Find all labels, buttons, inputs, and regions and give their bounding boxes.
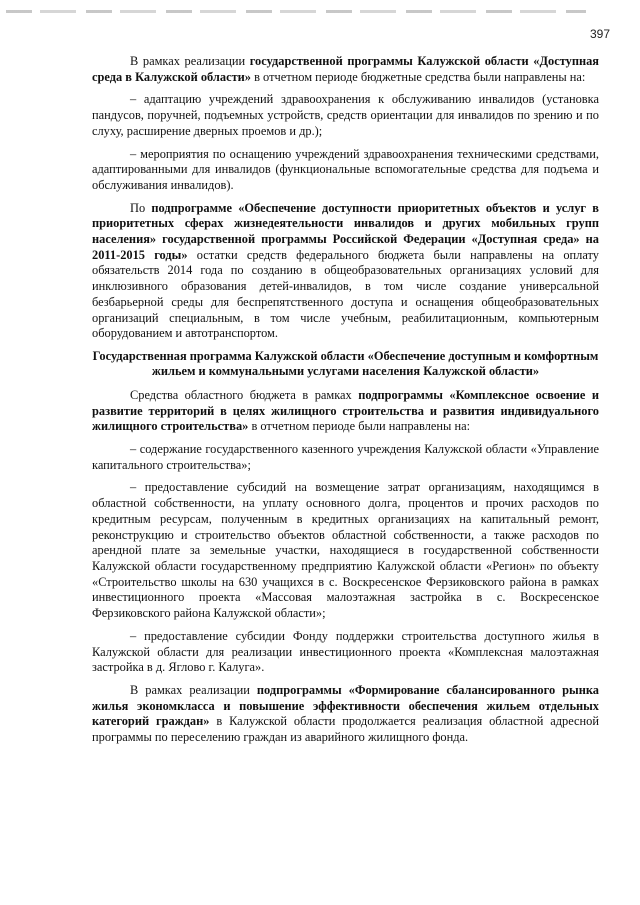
paragraph-text: Средства областного бюджета в рамках: [130, 387, 359, 402]
paragraph-text: в отчетном периоде бюджетные средства были направлены на:: [251, 69, 586, 84]
paragraph-text: В рамках реализации: [130, 682, 257, 697]
paragraph: [92, 388, 599, 435]
paragraph: [92, 629, 599, 676]
paragraph: [92, 54, 599, 85]
paragraph: [92, 442, 599, 473]
bold-text: подпрограмме «Обеспечение доступности приоритетных объектов и услуг в приоритетных сферах жизнедеятельности инвалидов и других мобильных групп населения» государственной программы Российской Федерации «Доступная среда» на 2011-2015 годы»: [92, 200, 599, 262]
paragraph: [92, 480, 599, 621]
page-number: 397: [589, 27, 610, 41]
paragraph-text: В рамках реализации: [130, 54, 250, 68]
paragraph: [92, 683, 599, 746]
paragraph-text: в отчетном периоде были направлены на:: [248, 419, 471, 434]
document-body: [92, 54, 599, 753]
scan-artifact-line: [6, 10, 586, 13]
paragraph-text: – предоставление субсидий на возмещение затрат организациям, находящимся в областной собственности, на уплату основного долга, процентов и прочих расходов по кредитным ресурсам, полученным в кредитных организациях на капитальный ремонт, реконструкцию и строительство объектов областной собственности, а также расходов по арендной плате за земельные участки, находящиеся в государственной собственности Калужской области государственному предприятию Калужской области «Регион» по объекту «Строительство школы на 630 учащихся в с. Воскресенское Ферзиковского района в рамках инвестиционного проекта «Массовая малоэтажная застройка в с. Воскресенское Ферзиковского района Калужской области»;: [92, 480, 599, 621]
paragraph-text: – предоставление субсидии Фонду поддержки строительства доступного жилья в Калужской области для реализации инвестиционного проекта «Комплексная малоэтажная застройка в д. Яглово г. Калуга».: [92, 628, 599, 675]
paragraph-text: остатки средств федерального бюджета были направлены на оплату обязательств 2014 года по созданию в общеобразовательных организациях условий для инклюзивного образования детей-инвалидов, в том числе создание универсальной безбарьерной среды для беспрепятственного доступа и оснащения общеобразовательных организаций специальным, в том числе учебным, реабилитационным, компьютерным оборудованием и автотранспортом.: [92, 247, 599, 341]
paragraph-text: – мероприятия по оснащению учреждений здравоохранения техническими средствами, адаптированными для инвалидов (функциональные вспомогательные средства для подъема и обслуживания инвалидов).: [92, 146, 599, 192]
paragraph: [92, 201, 599, 342]
paragraph-text: в Калужской области продолжается реализация областной адресной программы по переселению граждан из аварийного жилищного фонда.: [92, 714, 599, 745]
bold-text: государственной программы Калужской области «Доступная среда в Калужской области»: [92, 54, 599, 84]
paragraph-text: По: [130, 200, 152, 215]
paragraph: [92, 92, 599, 139]
bold-text: подпрограммы «Комплексное освоение и развитие территорий в целях жилищного строительства и развития индивидуального жилищного строительства»: [92, 387, 599, 434]
bold-text: подпрограммы «Формирование сбалансированного рынка жилья экономкласса и повышение эффективности обеспечения жильем отдельных категорий граждан»: [92, 682, 599, 729]
section-heading: [92, 349, 599, 380]
paragraph-text: – содержание государственного казенного учреждения Калужской области «Управление капитального строительства»;: [92, 442, 599, 472]
bold-text: Государственная программа Калужской области «Обеспечение доступным и комфортным жильем и коммунальными услугами населения Калужской области»: [92, 348, 599, 379]
paragraph: [92, 147, 599, 194]
paragraph-text: – адаптацию учреждений здравоохранения к обслуживанию инвалидов (установка пандусов, поручней, подъемных устройств, средств ориентации для инвалидов по зрению и по слуху, расширение дверных проемов и др.);: [92, 92, 599, 138]
